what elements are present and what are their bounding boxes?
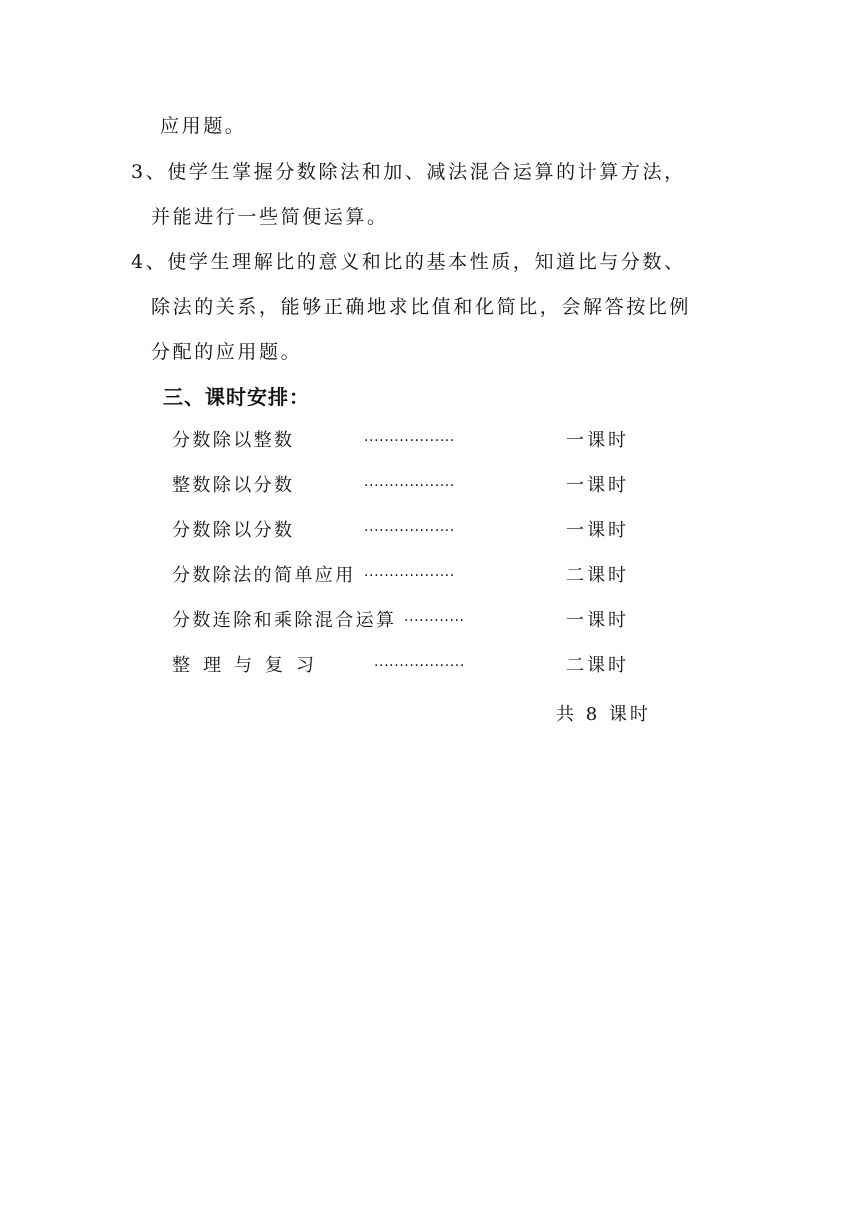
schedule-row [0, 563, 860, 589]
schedule-row-leader: ·················· [364, 523, 455, 539]
schedule-row-hours: 一课时 [566, 430, 629, 451]
schedule-row-name: 分数除以整数 [172, 430, 295, 451]
schedule-row [0, 653, 860, 679]
schedule-row-hours: 一课时 [566, 520, 629, 541]
schedule-row-leader: ·················· [364, 433, 455, 449]
schedule-row [0, 428, 860, 454]
schedule-row-name: 分数连除和乘除混合运算 [172, 610, 397, 631]
schedule-row-leader: ············ [404, 613, 465, 629]
body-line-3: 并能进行一些简便运算。 [151, 206, 389, 228]
schedule-row-hours: 二课时 [566, 565, 629, 586]
schedule-row-name: 整数除以分数 [172, 475, 295, 496]
schedule-total: 共 8 课时 [556, 704, 651, 725]
body-line-4: 4、使学生理解比的意义和比的基本性质，知道比与分数、 [131, 251, 686, 273]
schedule-row-hours: 一课时 [566, 610, 629, 631]
schedule-row-name: 分数除法的简单应用 [172, 565, 356, 586]
body-line-1: 应用题。 [160, 115, 247, 137]
body-line-2: 3、使学生掌握分数除法和加、减法混合运算的计算方法， [131, 161, 686, 183]
schedule-row-leader: ·················· [374, 658, 465, 674]
body-line-6: 分配的应用题。 [151, 341, 303, 363]
schedule-row [0, 518, 860, 544]
schedule-row-leader: ·················· [364, 568, 455, 584]
schedule-row-hours: 一课时 [566, 475, 629, 496]
schedule-heading: 三、课时安排： [163, 385, 310, 409]
schedule-row-name: 分数除以分数 [172, 520, 295, 541]
schedule-row-name: 整理与复习 [172, 655, 327, 676]
schedule-row-leader: ·················· [364, 478, 455, 494]
schedule-row-hours: 二课时 [566, 655, 629, 676]
body-line-5: 除法的关系，能够正确地求比值和化简比，会解答按比例 [151, 296, 692, 318]
schedule-row [0, 473, 860, 499]
schedule-row [0, 608, 860, 634]
